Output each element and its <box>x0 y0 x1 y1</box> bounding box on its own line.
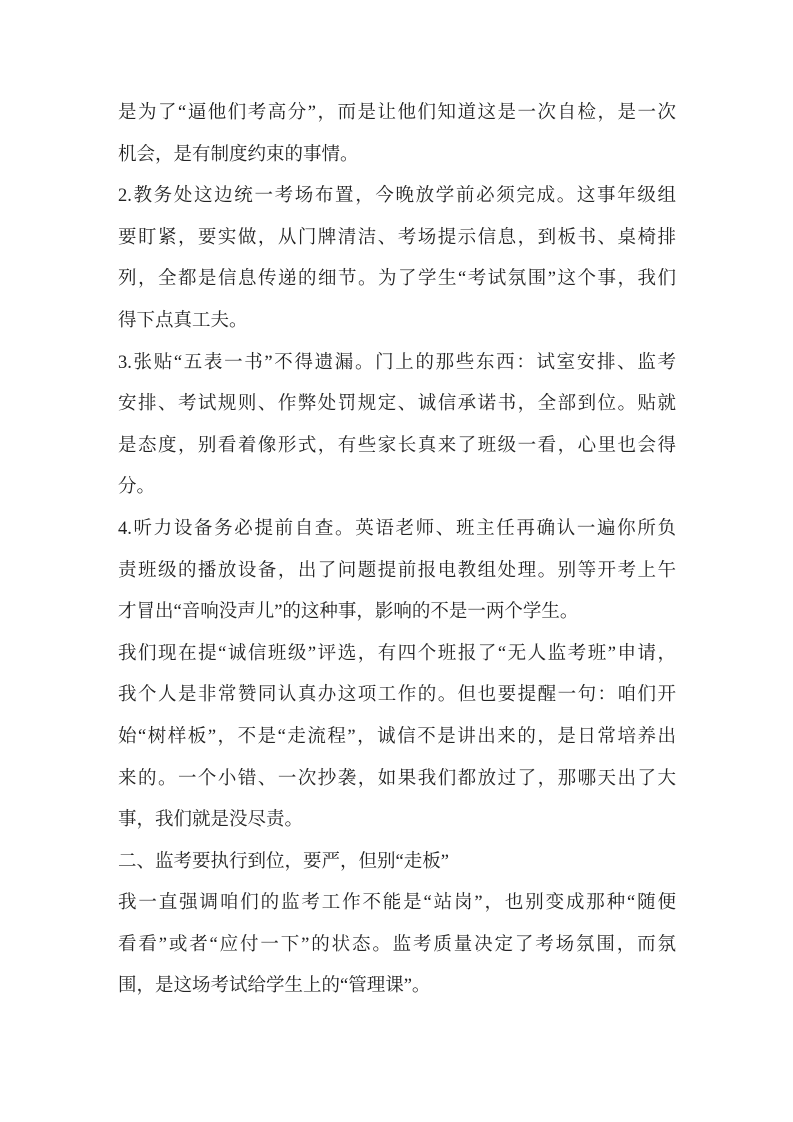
text-line: 要盯紧，要实做，从门牌清洁、考场提示信息，到板书、桌椅排 <box>118 227 676 248</box>
text-line: 安排、考试规则、作弊处罚规定、诚信承诺书，全部到位。贴就 <box>118 394 676 415</box>
text-line: 我一直强调咱们的监考工作不能是“站岗”，也别变成那种“随便 <box>118 893 676 914</box>
text-line: 围，是这场考试给学生上的“管理课”。 <box>118 976 431 997</box>
text-line: 责班级的播放设备，出了问题提前报电教组处理。别等开考上午 <box>118 560 676 581</box>
text-line: 事，我们就是没尽责。 <box>118 810 304 831</box>
text-line: 2.教务处这边统一考场布置，今晚放学前必须完成。这事年级组 <box>118 186 676 207</box>
text-line: 机会，是有制度约束的事情。 <box>118 144 359 165</box>
heading-line: 二、监考要执行到位，要严，但别“走板” <box>118 851 449 872</box>
paragraph <box>118 93 676 176</box>
paragraph <box>118 634 676 842</box>
text-line: 才冒出“音响没声儿”的这种事，影响的不是一两个学生。 <box>118 602 579 623</box>
section-heading <box>118 842 676 884</box>
paragraph <box>118 176 676 342</box>
text-line: 我们现在提“诚信班级”评选，有四个班报了“无人监考班”申请， <box>118 643 676 664</box>
paragraph <box>118 883 676 1008</box>
text-line: 得下点真工夫。 <box>118 310 248 331</box>
text-line: 分。 <box>118 477 156 498</box>
text-line: 3.张贴“五表一书”不得遗漏。门上的那些东西：试室安排、监考 <box>118 352 676 373</box>
text-line: 列，全都是信息传递的细节。为了学生“考试氛围”这个事，我们 <box>118 269 676 290</box>
text-line: 看看”或者“应付一下”的状态。监考质量决定了考场氛围，而氛 <box>118 934 676 955</box>
text-line: 是为了“逼他们考高分”，而是让他们知道这是一次自检，是一次 <box>118 103 676 123</box>
paragraph <box>118 343 676 509</box>
text-line: 是态度，别看着像形式，有些家长真来了班级一看，心里也会得 <box>118 435 676 456</box>
document-content <box>118 93 676 1008</box>
text-line: 始“树样板”，不是“走流程”，诚信不是讲出来的，是日常培养出 <box>118 726 676 747</box>
text-line: 4.听力设备务必提前自查。英语老师、班主任再确认一遍你所负 <box>118 518 676 539</box>
paragraph <box>118 509 676 634</box>
text-line: 我个人是非常赞同认真办这项工作的。但也要提醒一句：咱们开 <box>118 685 676 706</box>
text-line: 来的。一个小错、一次抄袭，如果我们都放过了，那哪天出了大 <box>118 768 676 789</box>
